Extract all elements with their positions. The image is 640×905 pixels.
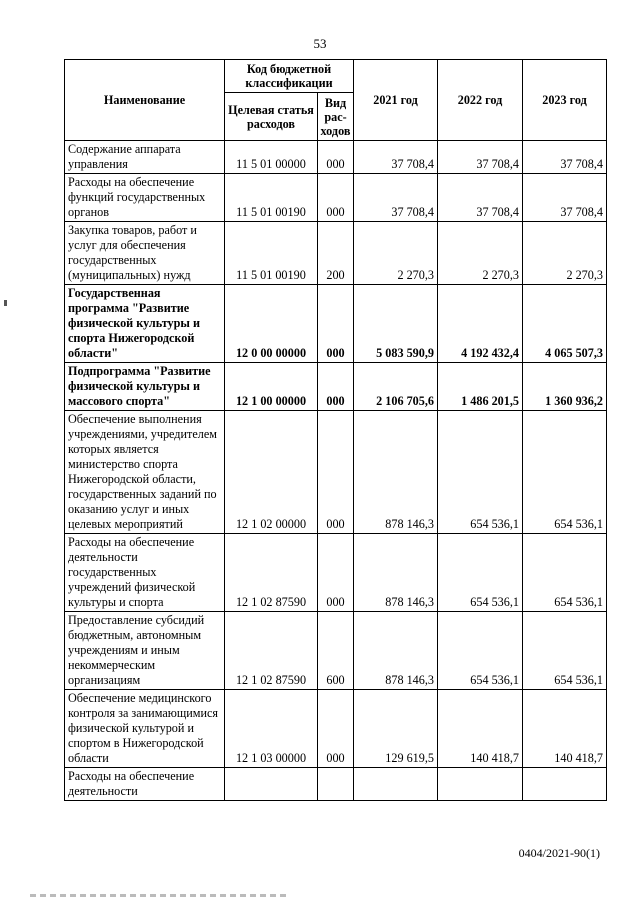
row-value-2022: 37 708,4 xyxy=(438,174,523,222)
row-name: Предоставление субсидий бюджетным, автономным учреждениям и иным некоммерческим организациям xyxy=(65,612,225,690)
row-value-2022: 654 536,1 xyxy=(438,411,523,534)
row-value-2022: 654 536,1 xyxy=(438,534,523,612)
row-value-2023: 1 360 936,2 xyxy=(523,363,607,411)
row-value-2021: 2 270,3 xyxy=(354,222,438,285)
row-name: Обеспечение медицинского контроля за занимающимися физической культурой и спортом в Нижегородской области xyxy=(65,690,225,768)
row-value-2021: 2 106 705,6 xyxy=(354,363,438,411)
row-name: Содержание аппарата управления xyxy=(65,141,225,174)
row-value-2022: 37 708,4 xyxy=(438,141,523,174)
row-expense-type: 000 xyxy=(318,534,354,612)
document-code: 0404/2021-90(1) xyxy=(518,846,600,860)
table-row xyxy=(65,174,607,222)
table-row xyxy=(65,534,607,612)
row-expense-type: 000 xyxy=(318,285,354,363)
row-value-2022 xyxy=(438,768,523,801)
table-row xyxy=(65,285,607,363)
row-value-2021: 5 083 590,9 xyxy=(354,285,438,363)
row-target-code: 12 0 00 00000 xyxy=(225,285,318,363)
row-value-2023: 654 536,1 xyxy=(523,612,607,690)
row-name: Обеспечение выполнения учреждениями, учредителем которых является министерство спорта Нижегородской области, государственных заданий по оказанию услуг и иных целевых мероприятий xyxy=(65,411,225,534)
header-kbk-group: Код бюджетной классификации xyxy=(225,60,354,93)
row-target-code: 12 1 00 00000 xyxy=(225,363,318,411)
row-target-code: 12 1 02 00000 xyxy=(225,411,318,534)
row-target-code: 11 5 01 00190 xyxy=(225,222,318,285)
table-row xyxy=(65,411,607,534)
table-row xyxy=(65,768,607,801)
header-name: Наименование xyxy=(65,60,225,141)
row-target-code: 12 1 02 87590 xyxy=(225,612,318,690)
row-value-2021 xyxy=(354,768,438,801)
header-target: Целевая статья расходов xyxy=(225,93,318,141)
row-value-2021: 878 146,3 xyxy=(354,534,438,612)
row-value-2021: 37 708,4 xyxy=(354,174,438,222)
row-target-code: 11 5 01 00000 xyxy=(225,141,318,174)
row-name: Подпрограмма "Развитие физической культуры и массового спорта" xyxy=(65,363,225,411)
row-value-2023: 37 708,4 xyxy=(523,141,607,174)
row-value-2022: 2 270,3 xyxy=(438,222,523,285)
row-target-code xyxy=(225,768,318,801)
table-row xyxy=(65,222,607,285)
scan-artifact xyxy=(30,894,290,897)
row-expense-type: 000 xyxy=(318,411,354,534)
row-value-2022: 654 536,1 xyxy=(438,612,523,690)
row-expense-type: 600 xyxy=(318,612,354,690)
row-value-2023: 4 065 507,3 xyxy=(523,285,607,363)
row-name: Государственная программа "Развитие физической культуры и спорта Нижегородской области" xyxy=(65,285,225,363)
table-row xyxy=(65,612,607,690)
scan-mark xyxy=(4,300,7,306)
row-value-2021: 878 146,3 xyxy=(354,411,438,534)
table-row xyxy=(65,141,607,174)
row-value-2023: 654 536,1 xyxy=(523,534,607,612)
row-value-2022: 4 192 432,4 xyxy=(438,285,523,363)
header-2022: 2022 год xyxy=(438,60,523,141)
row-name: Расходы на обеспечение функций государственных органов xyxy=(65,174,225,222)
table-row xyxy=(65,690,607,768)
row-target-code: 12 1 03 00000 xyxy=(225,690,318,768)
row-expense-type: 000 xyxy=(318,141,354,174)
header-row xyxy=(65,60,607,93)
row-value-2021: 37 708,4 xyxy=(354,141,438,174)
header-vid: Вид рас-ходов xyxy=(318,93,354,141)
row-value-2022: 140 418,7 xyxy=(438,690,523,768)
row-value-2023 xyxy=(523,768,607,801)
header-2023: 2023 год xyxy=(523,60,607,141)
row-value-2021: 878 146,3 xyxy=(354,612,438,690)
row-expense-type: 200 xyxy=(318,222,354,285)
row-value-2023: 37 708,4 xyxy=(523,174,607,222)
row-value-2023: 140 418,7 xyxy=(523,690,607,768)
page-number: 53 xyxy=(313,36,327,51)
row-value-2023: 654 536,1 xyxy=(523,411,607,534)
row-value-2023: 2 270,3 xyxy=(523,222,607,285)
row-value-2022: 1 486 201,5 xyxy=(438,363,523,411)
row-target-code: 11 5 01 00190 xyxy=(225,174,318,222)
row-name: Расходы на обеспечение деятельности xyxy=(65,768,225,801)
row-name: Закупка товаров, работ и услуг для обеспечения государственных (муниципальных) нужд xyxy=(65,222,225,285)
table-row xyxy=(65,363,607,411)
row-expense-type: 000 xyxy=(318,690,354,768)
header-2021: 2021 год xyxy=(354,60,438,141)
row-name: Расходы на обеспечение деятельности государственных учреждений физической культуры и спорта xyxy=(65,534,225,612)
row-expense-type xyxy=(318,768,354,801)
row-value-2021: 129 619,5 xyxy=(354,690,438,768)
row-expense-type: 000 xyxy=(318,174,354,222)
row-expense-type: 000 xyxy=(318,363,354,411)
row-target-code: 12 1 02 87590 xyxy=(225,534,318,612)
budget-table xyxy=(64,59,607,801)
table-body xyxy=(65,141,607,801)
